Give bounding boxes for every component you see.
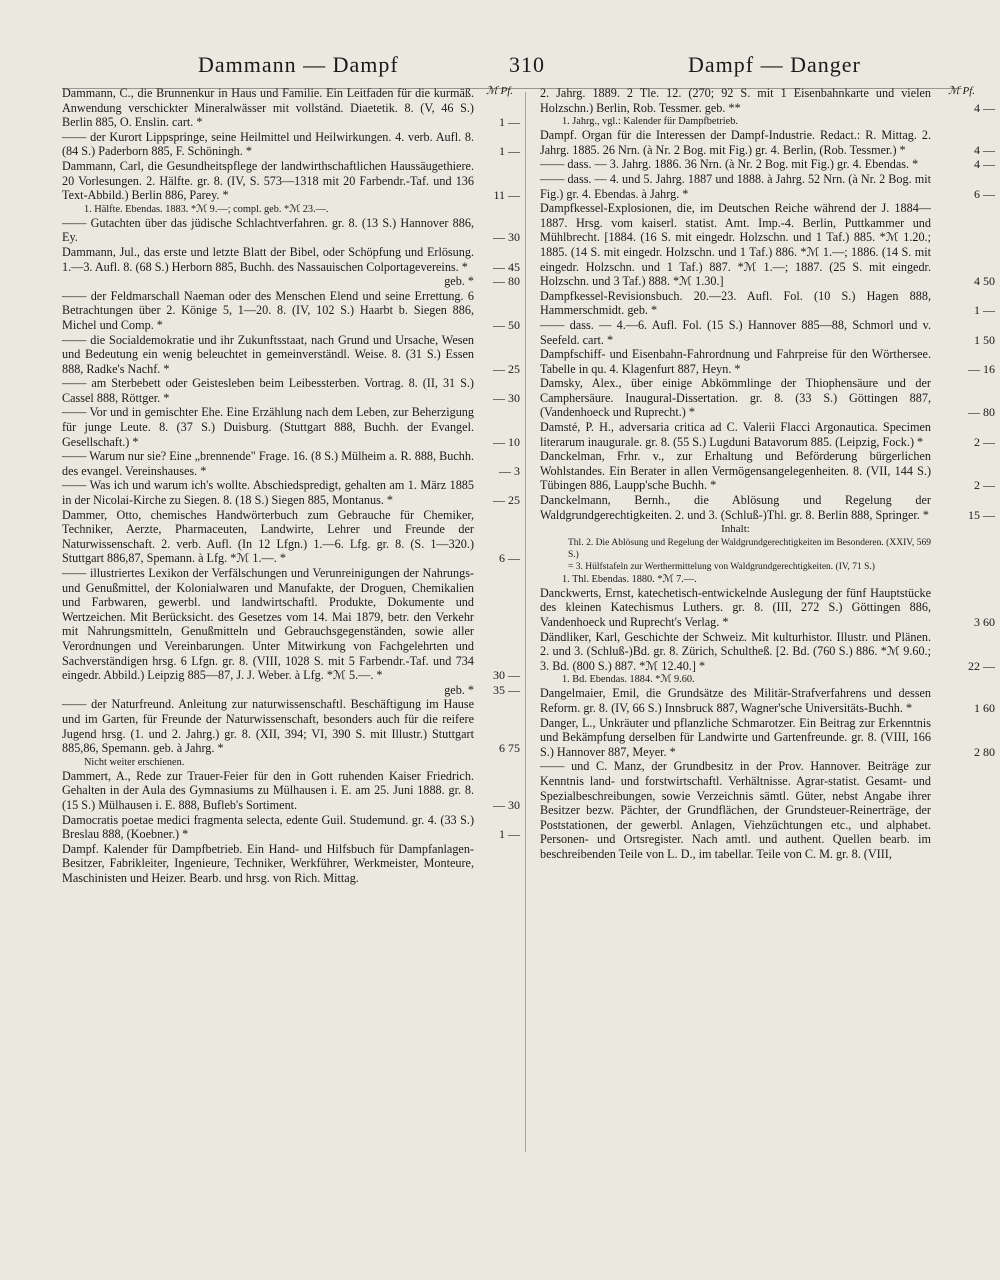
entry-text: —— der Naturfreund. Anleitung zur naturwissenschaftl. Beschäftigung im Hause und im Garten, für Freunde der Naturwissenschaft, besonders auch für die reifere Jugend hrsg. (1. und 2. Jahrg.) gr. 8. (XII, 394; VI, 390 S. mit Illustr.) Stuttgart 885,86, Spemann. geb. à Jahrg. * (62, 697, 474, 756)
entry-text: Thl. 2. Die Ablösung und Regelung der Waldgrundgerechtigkeiten im Besonderen. (XXIV, 569 S.) (568, 537, 931, 560)
entry-text: 1. Bd. Ebendas. 1884. *ℳ 9.60. (562, 674, 695, 686)
bibliography-entry (540, 585, 995, 630)
entry-text: Danckelman, Frhr. v., zur Erhaltung und Beförderung bürgerlichen Wohlstandes. Ein Berater in allen Vermögensangelegenheiten. 8. (VII, 144 S.) Tübingen 886, Laupp'sche Buchh. * (540, 449, 931, 493)
bibliography-entry (62, 756, 518, 769)
bibliography-entry (540, 673, 935, 686)
bibliography-entry (62, 697, 518, 755)
entry-price: 1 60 (974, 700, 995, 715)
bibliography-entry (540, 128, 995, 157)
header-right-title: Dampf — Danger (688, 52, 861, 77)
entry-text: Dampf. Organ für die Interessen der Dampf-Industrie. Redact.: R. Mittag. 2. Jahrg. 1885. 26 Nrn. (à Nr. 2 Bog. mit Fig.) gr. 4. Berlin, (Rob. Tessmer.) * (540, 128, 931, 157)
entry-text: Damsky, Alex., über einige Abkömmlinge der Thiophensäure und der Camphersäure. Inaugural-Dissertation. gr. 8. (33 S.) Göttingen 887, (Vandenhoeck und Ruprecht.) * (540, 376, 931, 420)
entry-text: = 3. Hülfstafeln zur Werthermittelung von Waldgrundgerechtigkeiten. (IV, 71 S.) (568, 561, 875, 572)
entry-price: — 30 (493, 797, 520, 812)
entry-text: —— und C. Manz, der Grundbesitz in der Prov. Hannover. Beiträge zur Kenntnis land- und forstwirtschaftl. Verhältnisse. Agrar-statist. Gesamt- und Spezialbeschreibungen, sowie Verzeichnis sämtl. Güter, nebst Angabe ihrer Besitzer bezw. Pächter, der Grundflächen, der Grundsteuer-Reinerträge, der Poststationen, der gewerbl. Anlagen, Viehzüchtungen etc., und alphabet. Personen- und Ortsregister. Nach amtl. und authent. Quellen bearb. im beschreibenden Teile von L. D., im tabellar. Teile von C. M. gr. 8. (VIII, (540, 759, 931, 861)
bibliography-entry (540, 537, 935, 561)
entry-price: — 50 (493, 317, 520, 332)
page-number: 310 (509, 52, 545, 77)
entry-price: 11 — (493, 188, 520, 203)
bibliography-entry (540, 171, 995, 201)
bibliography-entry (62, 478, 518, 507)
entry-text: —— Gutachten über das jüdische Schlachtverfahren. gr. 8. (13 S.) Hannover 886, Ey. (62, 215, 474, 245)
bibliography-entry (540, 376, 995, 420)
entry-text: Dammann, C., die Brunnenkur in Haus und Familie. Ein Leitfaden für die kurmäß. Anwendung verschickter Mineralwässer mit vollständ. Diaetetik. 8. (V, 46 S.) Berlin 885, O. Enslin. cart. * (62, 86, 474, 130)
entry-price: 30 — (493, 668, 520, 683)
entry-price: 1 — (499, 144, 520, 159)
bibliography-entry (540, 715, 995, 760)
entry-text: —— der Feldmarschall Naeman oder des Menschen Elend und seine Errettung. 6 Betrachtungen über 2. Könige 5, 1—20. 8. (IV, 102 S.) Haarbt b. Siegen 886, Michel und Comp. * (62, 288, 474, 332)
entry-price: — 10 (493, 434, 520, 449)
bibliography-entry (540, 449, 995, 493)
bibliography-entry (540, 347, 995, 376)
entry-price: 1 50 (974, 332, 995, 347)
bibliography-entry (540, 157, 995, 172)
entry-text: Dammert, A., Rede zur Trauer-Feier für den in Gott ruhenden Kaiser Friedrich. Gehalten in der Aula des Gymnasiums zu Mülhausen i. E. am 25. Juni 1888. gr. 8. (15 S.) Mülhausen i. E. 888, Bufleb's Sortiment. (62, 768, 474, 812)
entry-text: —— illustriertes Lexikon der Verfälschungen und Verunreinigungen der Nahrungs- und Genußmittel, der Kolonialwaren und Manufakte, der Droguen, Chemikalien und Farbwaren, gewerbl. und landwirtschaftl. Produkte, Dokumente und Wertzeichen. Mit Berücksicht. des Gesetzes vom 14. Mai 1879, betr. den Verkehr mit Nahrungsmitteln, Genußmitteln und Gebrauchsgegenständen, sowie aller Verordnungen und Vereinbarungen. Unter Mitwirkung von Fachgelehrten und Sachverständigen hrsg. 6 Lfgn. gr. 8. (VIII, 1028 S. mit 5 Farbendr.-Taf. und 734 eingedr. Abbild.) Leipzig 885—87, J. J. Weber. à Lfg. *ℳ 5.—. * (62, 566, 474, 683)
bibliography-entry (62, 683, 518, 698)
bibliography-entry (540, 493, 995, 522)
bibliography-entry (62, 333, 518, 377)
entry-text: Dangelmaier, Emil, die Grundsätze des Militär-Strafverfahrens und dessen Reform. gr. 8. (IV, 66 S.) Innsbruck 887, Wagner'sche Universitäts-Buchh. * (540, 686, 931, 715)
bibliography-entry (62, 449, 518, 478)
entry-price: — 30 (493, 230, 520, 245)
bibliography-entry (62, 376, 518, 405)
entry-price: 4 — (974, 142, 995, 157)
entry-text: —— dass. — 4. und 5. Jahrg. 1887 und 1888. à Jahrg. 52 Nrn. (à Nr. 2 Bog. mit Fig.) gr. 4. Ebendas. à Jahrg. * (540, 171, 931, 201)
bibliography-entry (540, 629, 995, 674)
bibliography-entry (62, 130, 518, 159)
entry-price: 1 — (499, 827, 520, 842)
entry-price: 4 — (974, 100, 995, 115)
bibliography-entry (540, 201, 995, 289)
column-divider (525, 92, 526, 1152)
entry-text: 2. Jahrg. 1889. 2 Tle. 12. (270; 92 S. mit 1 Eisenbahnkarte und vielen Holzschn.) Berlin, Rob. Tessmer. geb. ** (540, 86, 931, 115)
entry-text: Danckelmann, Bernh., die Ablösung und Regelung der Waldgrundgerechtigkeiten. 2. und 3. (Schluß-)Thl. gr. 8. Berlin 888, Springer. * (540, 493, 931, 522)
bibliography-entry (62, 566, 518, 683)
entry-price: — 30 (493, 390, 520, 405)
entry-text: —— Warum nur sie? Eine „brennende" Frage. 16. (8 S.) Mülheim a. R. 888, Buchh. des evangel. Vereinshauses. * (62, 449, 474, 478)
bibliography-entry (540, 420, 995, 449)
entry-text: Dändliker, Karl, Geschichte der Schweiz. Mit kulturhistor. Illustr. und Plänen. 2. und 3. (Schluß-)Bd. gr. 8. Zürich, Schultheß. [2. Bd. (760 S.) 886. *ℳ 9.60.; 3. Bd. (800 S.) 887. *ℳ 12.40.] * (540, 629, 931, 673)
entry-price: 1 — (499, 115, 520, 130)
bibliography-entry (540, 522, 935, 537)
entry-price: — 80 (968, 405, 995, 420)
entry-price: 15 — (968, 507, 995, 522)
bibliography-entry (62, 769, 518, 813)
price-unit-label-right: ℳ Pf. (948, 85, 976, 97)
entry-text: 1. Jahrg., vgl.: Kalender für Dampfbetrieb. (562, 116, 738, 128)
entry-price: 4 — (974, 157, 995, 172)
entry-text: Dammann, Carl, die Gesundheitspflege der landwirthschaftlichen Haussäugethiere. 20 Vorlesungen. 2. Hälfte. gr. 8. (IV, S. 573—1318 mit 20 Farbendr.-Taf. und 136 Text-Abbild.) Berlin 886, Parey. * (62, 158, 474, 203)
entry-text: 1. Hälfte. Ebendas. 1883. *ℳ 9.—; compl. geb. *ℳ 23.—. (84, 203, 329, 215)
bibliography-entry (540, 115, 935, 128)
bibliography-entry (62, 203, 518, 216)
entry-text: Dampf. Kalender für Dampfbetrieb. Ein Hand- und Hilfsbuch für Dampfanlagen-Besitzer, Fabrikleiter, Ingenieure, Techniker, Werkführer, Werkmeister, Monteure, Maschinisten und Heizer. Bearb. und hrsg. von Rich. Mittag. (62, 841, 474, 885)
bibliography-entry (62, 159, 518, 203)
bibliography-entry (62, 813, 518, 842)
bibliography-entry (540, 288, 995, 318)
entry-text: Dampfkessel-Explosionen, die, im Deutschen Reiche während der J. 1884—1887. Hrsg. vom kaiserl. statist. Amt. Imp.-4. Berlin, Puttkammer und Mühlbrecht. [1884. (16 S. mit eingedr. Holzschn. und 1 Taf.) 885. *ℳ 1.20.; 1885. (14 S. mit eingedr. Holzschn. und 1 Taf.) 886. *ℳ 1.—; 1886. (14 S. mit eingedr. Holzschn. und 1 Taf.) 887. *ℳ 1.—; 1887. (25 S. mit eingedr. Holzschn. und 3 Taf.) 888. *ℳ 1.30.] (540, 201, 931, 289)
entry-price: 6 75 (499, 741, 520, 756)
price-unit-label-left: ℳ Pf. (486, 85, 514, 97)
entry-price: 3 60 (974, 615, 995, 629)
entry-price: 6 — (499, 551, 520, 566)
right-column (540, 86, 995, 862)
entry-price: 35 — (493, 682, 520, 697)
bibliography-entry (62, 86, 518, 130)
entry-price: 2 — (974, 478, 995, 493)
entry-text: Damocratis poetae medici fragmenta selecta, edente Guil. Studemund. gr. 4. (33 S.) Breslau 888, (Koebner.) * (62, 812, 474, 842)
entry-price: — 80 (493, 274, 520, 289)
entry-text: —— die Socialdemokratie und ihr Zukunftsstaat, nach Grund und Ursache, Wesen und Bedeutung ein wenig beleuchtet in gemeinverständl. Weise. 8. (31 S.) Essen 888, Radke's Nachf. * (62, 332, 474, 376)
bibliography-entry (62, 245, 518, 274)
entry-price: 22 — (968, 658, 995, 673)
bibliography-entry (540, 759, 935, 861)
entry-text: —— dass. — 3. Jahrg. 1886. 36 Nrn. (à Nr. 2 Bog. mit Fig.) gr. 4. Ebendas. * (540, 157, 919, 172)
entry-text: Damsté, P. H., adversaria critica ad C. Valerii Flacci Argonautica. Specimen literarum inaugurale. gr. 8. (55 S.) Lugduni Batavorum 885. (Leipzig, Fock.) * (540, 420, 931, 449)
entry-text: Dampfschiff- und Eisenbahn-Fahrordnung und Fahrpreise für den Wörthersee. Tabelle in qu. 4. Klagenfurt 887, Heyn. * (540, 347, 931, 376)
bibliography-entry (540, 573, 935, 586)
entry-text: —— am Sterbebett oder Geistesleben beim Leibessterben. Vortrag. 8. (II, 31 S.) Cassel 888, Röttger. * (62, 376, 474, 405)
header-left-title: Dammann — Dampf (198, 52, 399, 77)
entry-text: —— der Kurort Lippspringe, seine Heilmittel und Heilwirkungen. 4. verb. Aufl. 8. (84 S.) Paderborn 885, F. Schöningh. * (62, 129, 474, 159)
bibliography-entry (540, 561, 935, 573)
entry-price: — 25 (493, 493, 520, 508)
bibliography-entry (62, 289, 518, 333)
bibliography-entry (62, 842, 518, 886)
entry-text: Nicht weiter erschienen. (84, 756, 185, 768)
bibliography-entry (62, 508, 518, 566)
bibliography-entry (62, 274, 518, 289)
entry-text: —— Vor und in gemischter Ehe. Eine Erzählung nach dem Leben, zur Beherzigung für junge Leute. 8. (37 S.) Duisburg. (Stuttgart 888, Buchh. der Evangel. Gesellschaft.) * (62, 405, 474, 449)
entry-text: Danckwerts, Ernst, katechetisch-entwickelnde Auslegung der fünf Hauptstücke des kleinen Katechismus Luthers. gr. 8. (III, 272 S.) Göttingen 886, Vandenhoeck und Ruprecht's Verlag. * (540, 585, 931, 629)
bibliography-entry (62, 405, 518, 449)
entry-text: 1. Thl. Ebendas. 1880. *ℳ 7.—. (562, 573, 697, 585)
entry-text: Danger, L., Unkräuter und pflanzliche Schmarotzer. Ein Beitrag zur Erkenntnis und Bekämpfung derselben für Landwirte und Gartenfreunde. gr. 8. (VIII, 166 S.) Hannover 887, Meyer. * (540, 715, 931, 759)
entry-price: — 16 (968, 361, 995, 376)
entry-price: 2 — (974, 434, 995, 449)
running-header (0, 52, 1000, 82)
entry-text: —— dass. — 4.—6. Aufl. Fol. (15 S.) Hannover 885—88, Schmorl und v. Seefeld. cart. * (540, 317, 931, 347)
bibliography-entry (540, 686, 995, 715)
entry-text: geb. * (444, 682, 474, 697)
entry-text: geb. * (444, 274, 474, 289)
entry-text: Dammann, Jul., das erste und letzte Blatt der Bibel, oder Schöpfung und Erlösung. 1.—3. Aufl. 8. (68 S.) Herborn 885, Buchh. des Nassauischen Colportagevereins. * (62, 244, 474, 274)
bibliography-entry (540, 317, 995, 347)
entry-price: — 3 (499, 463, 520, 478)
entry-price: 4 50 (974, 274, 995, 289)
entry-price: 1 — (974, 303, 995, 318)
entry-price: 2 80 (974, 744, 995, 759)
entry-price: 6 — (974, 186, 995, 201)
entry-text: Dammer, Otto, chemisches Handwörterbuch zum Gebrauche für Chemiker, Techniker, Aerzte, Pharmaceuten, Landwirte, Lehrer und Freunde der Naturwissenschaft. 2. verb. Aufl. (In 12 Lfgn.) 1.—6. Lfg. gr. 8. (S. 1—320.) Stuttgart 886,87, Spemann. à Lfg. *ℳ 1.—. * (62, 507, 474, 566)
bibliography-entry (62, 216, 518, 245)
entry-text: Inhalt: (721, 523, 750, 536)
entry-price: — 25 (493, 361, 520, 376)
entry-text: —— Was ich und warum ich's wollte. Abschiedspredigt, gehalten am 1. März 1885 in der Nicolai-Kirche zu Siegen. 8. (18 S.) Siegen 885, Montanus. * (62, 478, 474, 508)
entry-price: — 45 (493, 259, 520, 274)
left-column (62, 86, 518, 885)
entry-text: Dampfkessel-Revisionsbuch. 20.—23. Aufl. Fol. (10 S.) Hagen 888, Hammerschmidt. geb. * (540, 288, 931, 318)
